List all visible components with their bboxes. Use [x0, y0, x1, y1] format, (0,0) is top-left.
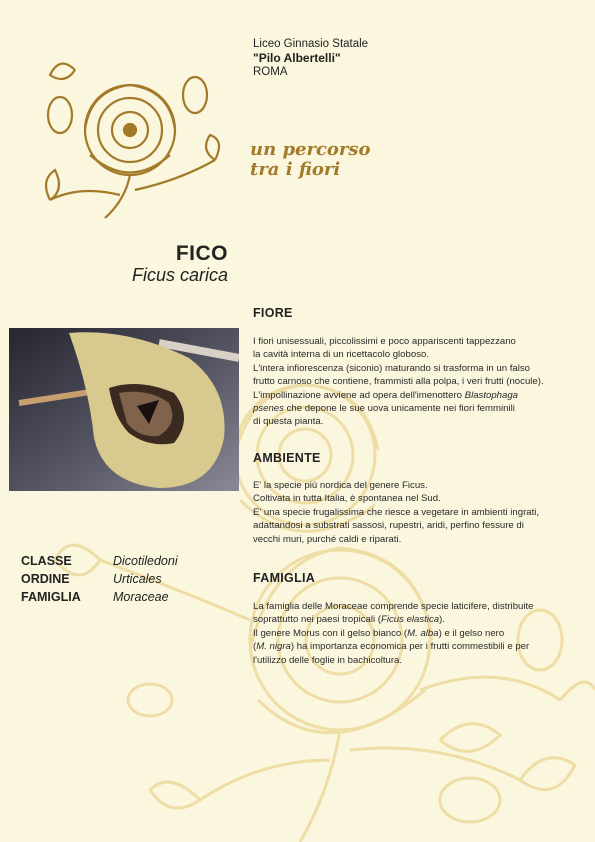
taxonomy-key: CLASSE: [21, 554, 72, 568]
school-line: Liceo Ginnasio Statale: [253, 38, 369, 50]
text-span: Il genere Morus con il gelso bianco (: [253, 627, 408, 639]
text-line: l'utilizzo delle foglie in bachicoltura.: [253, 654, 403, 666]
taxonomy-key: ORDINE: [21, 572, 70, 586]
species-name: Ficus elastica: [380, 614, 440, 626]
text-span: L'impollinazione avviene ad opera dell'imenottero: [253, 389, 465, 401]
text-line: E' la specie più nordica del genere Ficus.: [253, 480, 428, 491]
taxonomy-row: [21, 552, 178, 570]
tagline-line-1: un percorso: [250, 139, 371, 160]
text-line: L'intera infiorescenza (siconio) maturando si trasforma in un falso: [253, 362, 530, 374]
text-line: vecchi muri, purché caldi e riparati.: [253, 533, 402, 545]
latin-name: Ficus carica: [131, 265, 228, 285]
tagline-line-2: tra i fiori: [250, 159, 341, 180]
text-line: la cavità interna di un ricettacolo globoso.: [253, 349, 429, 361]
text-line: [253, 402, 544, 415]
text-line: [253, 627, 534, 640]
text-span: che depone le sue uova unicamente nei fiori femminili: [283, 403, 515, 415]
school-header: [253, 37, 368, 79]
text-span: ) e il gelso nero: [438, 627, 505, 639]
plant-title: [132, 242, 228, 286]
section-text-fiore: [253, 335, 544, 429]
text-line: [253, 389, 544, 402]
species-name: M. nigra: [256, 641, 291, 653]
text-line: di questa pianta.: [253, 416, 324, 428]
fig-photo: [9, 328, 239, 491]
text-line: I fiori unisessuali, piccolissimi e poco appariscenti tappezzano: [253, 336, 516, 347]
text-span: (: [253, 641, 257, 653]
text-line: [253, 640, 534, 653]
taxonomy-row: [21, 570, 178, 588]
text-span: soprattutto nei paesi tropicali (: [253, 614, 381, 626]
section-title-famiglia: FAMIGLIA: [253, 571, 316, 585]
section-text-famiglia: [253, 600, 534, 667]
tagline: [250, 140, 371, 180]
taxonomy-value: Moraceae: [113, 590, 169, 604]
school-name: "Pilo Albertelli": [253, 51, 341, 65]
species-name: M. alba: [407, 627, 439, 639]
text-line: E' una specie frugalissima che riesce a vegetare in ambienti ingrati,: [253, 506, 540, 518]
text-span: ).: [439, 614, 445, 626]
school-city: ROMA: [253, 66, 288, 78]
taxonomy-key: FAMIGLIA: [21, 590, 81, 604]
text-line: frutto carnoso che contiene, frammisti alla polpa, i veri frutti (nocule).: [253, 376, 544, 388]
text-span: ) ha importanza economica per i frutti commestibili e per: [290, 641, 530, 653]
species-name: psenes: [253, 403, 284, 415]
taxonomy-value: Dicotiledoni: [113, 554, 178, 568]
text-line: Coltivata in tutta Italia, è spontanea nel Sud.: [253, 493, 441, 505]
common-name: FICO: [175, 242, 228, 265]
section-title-fiore: FIORE: [253, 306, 293, 320]
section-title-ambiente: AMBIENTE: [253, 451, 321, 465]
decorative-rose-icon: [30, 50, 230, 220]
text-line: [253, 613, 534, 626]
taxonomy-row: [21, 588, 178, 606]
species-name: Blastophaga: [464, 389, 519, 401]
text-line: adattandosi a substrati sassosi, rupestri, aridi, perfino fessure di: [253, 520, 524, 532]
taxonomy-value: Urticales: [113, 572, 162, 586]
text-line: La famiglia delle Moraceae comprende specie laticifere, distribuite: [253, 601, 534, 612]
taxonomy-list: [21, 552, 178, 606]
section-text-ambiente: [253, 479, 539, 546]
